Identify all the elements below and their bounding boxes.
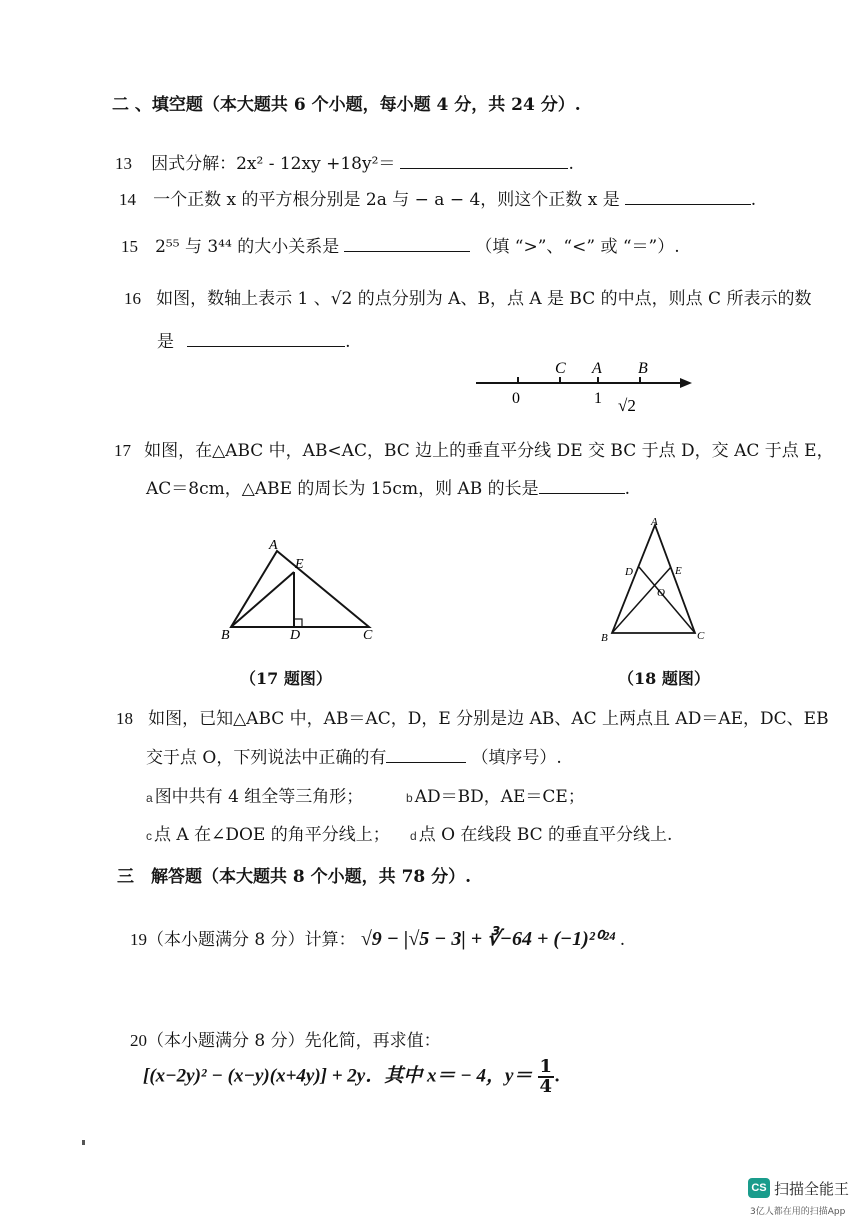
option-mark: c <box>146 829 152 843</box>
option-text: AD＝BD，AE＝CE； <box>414 787 585 807</box>
question-text: 如图，在△ABC 中，AB<AC，BC 边上的垂直平分线 DE 交 BC 于点 D，交 AC 于点 E， <box>144 441 834 461</box>
question-number: 19 <box>130 930 147 949</box>
figure-17 <box>215 535 380 645</box>
number-line-figure <box>470 355 700 420</box>
expression: √9 − |√5 − 3| + ∛−64 + (−1)²⁰²⁴ <box>360 928 616 950</box>
axis-arrow <box>680 378 692 388</box>
figure-17-caption: （17 题图） <box>240 669 332 688</box>
question-end: （填 “>”、“<” 或 “＝”）. <box>475 237 680 257</box>
label-c: C <box>555 360 566 377</box>
question-14 <box>119 185 756 210</box>
question-number: 17 <box>114 441 131 460</box>
scan-speck <box>82 1140 85 1145</box>
label-c: C <box>697 630 705 642</box>
question-end: （填序号）. <box>471 748 562 768</box>
question-end: . <box>619 930 626 950</box>
label-b: B <box>638 360 648 377</box>
question-text: 是 <box>157 332 174 352</box>
label-e: E <box>675 565 682 577</box>
question-13 <box>115 149 574 174</box>
label-b: B <box>221 628 230 643</box>
watermark-subtitle: 3亿人都在用的扫描App <box>750 1207 846 1217</box>
label-b: B <box>601 632 608 644</box>
triangle-abc <box>612 525 695 633</box>
section-3-title: 三 解答题（本大题共 8 个小题，共 78 分）. <box>117 867 472 887</box>
answer-blank[interactable] <box>386 748 466 763</box>
question-19 <box>130 925 625 951</box>
question-end: . <box>568 154 574 174</box>
expression: [(x−2y)² − (x−y)(x+4y)] + 2y．其中 x＝ − 4，y＝ <box>143 1065 533 1087</box>
label-sqrt2: √2 <box>618 396 636 415</box>
label-e: E <box>295 557 304 572</box>
question-text: 如图，数轴上表示 1 、√2 的点分别为 A、B，点 A 是 BC 的中点，则点 C 所表示的数 <box>156 289 812 309</box>
question-text: 如图，已知△ABC 中，AB＝AC，D，E 分别是边 AB、AC 上两点且 AD＝AE，DC、EB <box>148 709 829 729</box>
fraction-one-quarter <box>538 1058 555 1096</box>
answer-blank[interactable] <box>400 154 568 169</box>
question-number: 15 <box>121 237 138 256</box>
section-2-title: 二 、填空题（本大题共 6 个小题，每小题 4 分，共 24 分）. <box>112 95 581 115</box>
label-d: D <box>290 628 301 643</box>
question-18 <box>116 704 829 729</box>
question-lead: （本小题满分 8 分）计算： <box>147 930 356 950</box>
question-end: . <box>624 479 631 499</box>
question-number: 18 <box>116 709 133 728</box>
right-angle-mark <box>294 619 302 627</box>
question-16-line2 <box>157 327 351 352</box>
question-end: . <box>345 332 351 352</box>
label-0: 0 <box>512 390 520 407</box>
option-mark: a <box>146 791 153 805</box>
answer-blank[interactable] <box>187 332 345 347</box>
answer-blank[interactable] <box>625 190 751 205</box>
answer-blank[interactable] <box>344 237 470 252</box>
question-18-line2 <box>146 743 562 768</box>
question-20-expression <box>143 1058 560 1096</box>
camscanner-logo: CS <box>748 1178 770 1198</box>
question-16 <box>124 284 811 309</box>
segment-be <box>231 572 294 627</box>
label-a: A <box>651 516 658 528</box>
question-text: 一个正数 x 的平方根分别是 2a 与 − a − 4，则这个正数 x 是 <box>153 190 620 210</box>
label-a: A <box>269 538 278 553</box>
question-number: 14 <box>119 190 136 209</box>
fraction-numerator: 1 <box>539 1056 553 1077</box>
option-mark: d <box>410 829 417 843</box>
question-20 <box>130 1026 441 1051</box>
label-o: O <box>657 587 665 599</box>
question-number: 20 <box>130 1031 147 1050</box>
option-text: 图中共有 4 组全等三角形； <box>154 787 364 807</box>
question-15 <box>121 232 680 257</box>
question-text: AC＝8cm，△ABE 的周长为 15cm，则 AB 的长是 <box>146 479 539 499</box>
question-end: . <box>554 1066 560 1087</box>
label-a: A <box>592 360 602 377</box>
figure-18 <box>595 515 715 647</box>
option-text: 点 O 在线段 BC 的垂直平分线上. <box>418 825 673 845</box>
question-lead: （本小题满分 8 分）先化简，再求值： <box>147 1031 441 1051</box>
question-17-line2 <box>146 474 630 499</box>
segment-eb <box>612 567 671 633</box>
option-text: 点 A 在∠DOE 的角平分线上； <box>154 825 390 845</box>
question-17 <box>114 436 834 461</box>
question-number: 16 <box>124 289 141 308</box>
option-d <box>410 820 672 845</box>
question-number: 13 <box>115 154 132 173</box>
label-d: D <box>625 566 633 578</box>
option-mark: b <box>406 791 413 805</box>
fraction-denominator: 4 <box>539 1076 553 1097</box>
option-a <box>146 782 363 807</box>
label-c: C <box>363 628 373 643</box>
question-text: 交于点 O，下列说法中正确的有 <box>146 748 387 768</box>
question-end: . <box>750 190 757 210</box>
option-b <box>406 782 585 807</box>
label-1: 1 <box>594 390 602 407</box>
question-text: 因式分解：2x² - 12xy +18y²＝ <box>151 154 396 174</box>
segment-dc <box>639 567 695 633</box>
answer-blank[interactable] <box>539 479 625 494</box>
watermark-brand: 扫描全能王 <box>774 1180 850 1198</box>
question-text: 2⁵⁵ 与 3⁴⁴ 的大小关系是 <box>155 237 340 257</box>
figure-18-caption: （18 题图） <box>618 669 710 688</box>
option-c <box>146 820 390 845</box>
